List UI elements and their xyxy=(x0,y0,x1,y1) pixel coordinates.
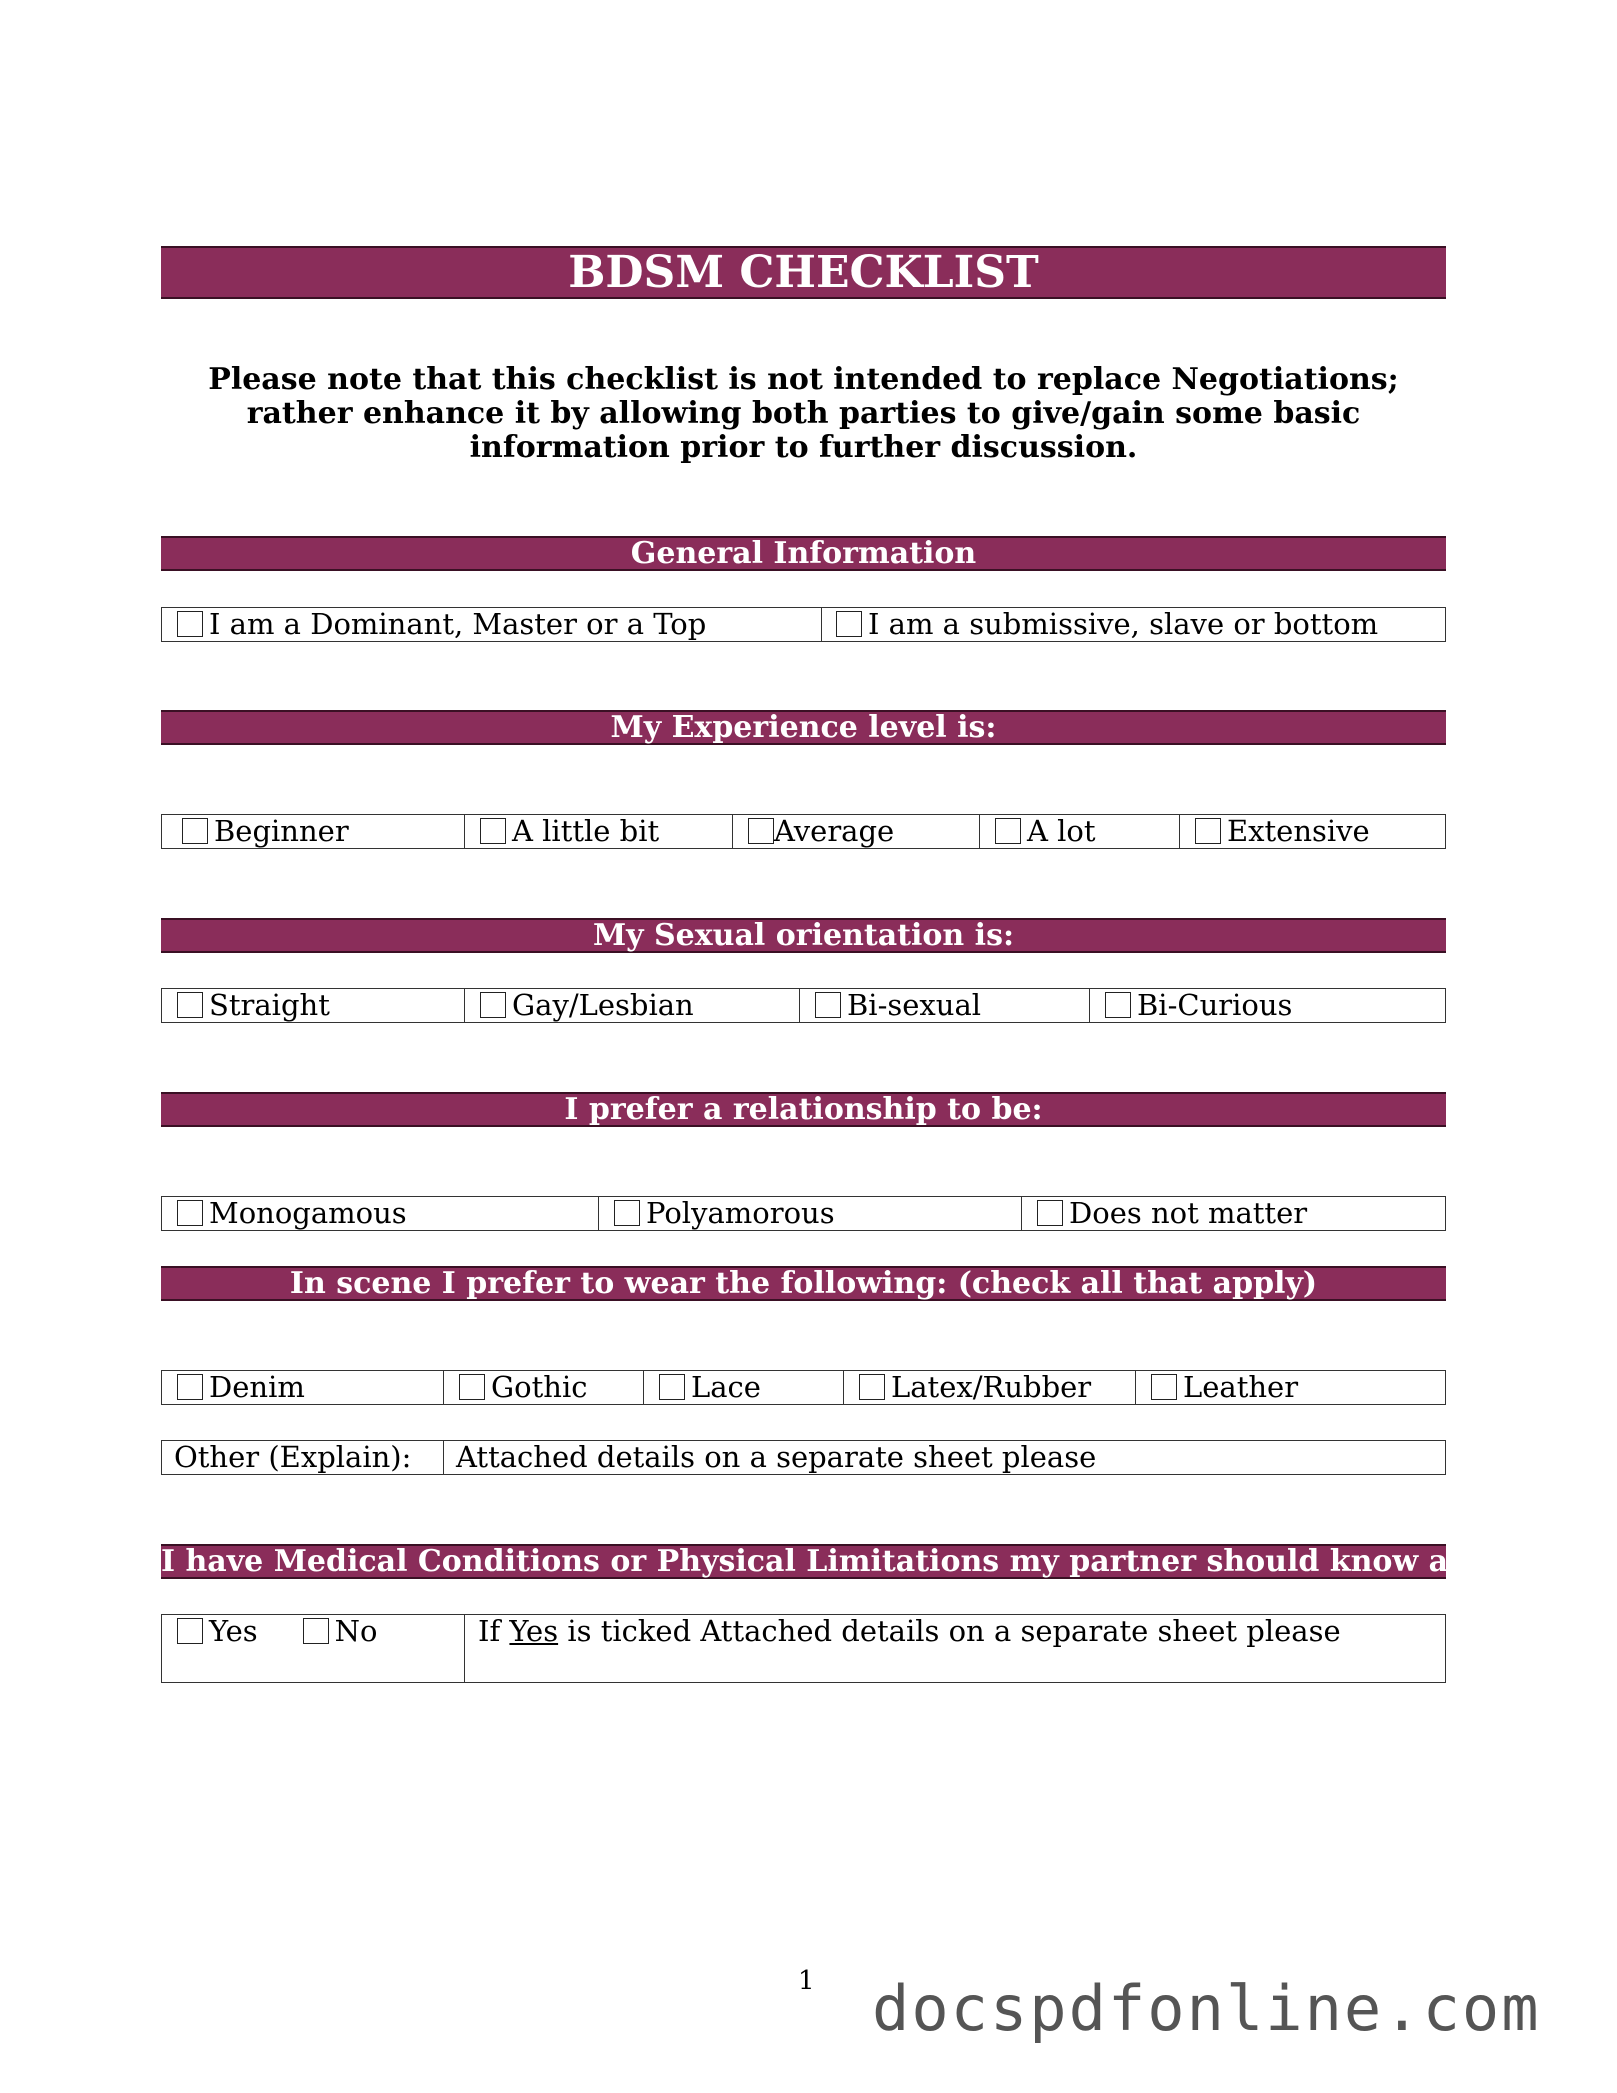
detail-yes: Yes xyxy=(509,1614,559,1648)
detail-suffix: is ticked Attached details on a separate sheet please xyxy=(567,1614,1341,1648)
other-label: Other (Explain): xyxy=(162,1441,444,1474)
option-label: A little bit xyxy=(512,814,660,848)
relationship-options-row xyxy=(161,1196,1446,1231)
option-label: Straight xyxy=(209,988,330,1022)
wear-options-row xyxy=(161,1370,1446,1405)
option-dominant[interactable] xyxy=(162,608,822,641)
other-explain-field[interactable]: Attached details on a separate sheet please xyxy=(456,1440,1097,1474)
option-bi-sexual[interactable] xyxy=(800,989,1090,1022)
checkbox[interactable] xyxy=(177,1200,203,1226)
option-does-not-matter[interactable] xyxy=(1022,1197,1445,1230)
section-heading-general: General Information xyxy=(161,536,1446,571)
page-title: BDSM CHECKLIST xyxy=(161,246,1446,299)
option-label: Monogamous xyxy=(209,1196,407,1230)
option-average[interactable] xyxy=(733,815,980,848)
checkbox[interactable] xyxy=(303,1618,329,1644)
option-label: Polyamorous xyxy=(646,1196,835,1230)
section-heading-relationship: I prefer a relationship to be: xyxy=(161,1092,1446,1127)
detail-prefix: If xyxy=(478,1614,501,1648)
checkbox[interactable] xyxy=(480,818,506,844)
checkbox[interactable] xyxy=(177,1618,203,1644)
experience-options-row xyxy=(161,814,1446,849)
intro-note: Please note that this checklist is not intended to replace Negotiations; rather enhance it by allowing both parties to give/gain some basic information prior to further discussion. xyxy=(208,362,1399,465)
checkbox[interactable] xyxy=(182,818,208,844)
checkbox[interactable] xyxy=(459,1374,485,1400)
option-label: Does not matter xyxy=(1069,1196,1308,1230)
option-leather[interactable] xyxy=(1136,1371,1445,1404)
wear-other-row xyxy=(161,1440,1446,1475)
option-label: A lot xyxy=(1027,814,1096,848)
option-label: Gay/Lesbian xyxy=(512,988,694,1022)
option-extensive[interactable] xyxy=(1180,815,1445,848)
option-latex-rubber[interactable] xyxy=(844,1371,1136,1404)
medical-row xyxy=(161,1614,1446,1683)
option-medical-yes[interactable] xyxy=(177,1615,258,1648)
option-label: I am a submissive, slave or bottom xyxy=(868,607,1379,641)
medical-details-field[interactable] xyxy=(465,1615,1445,1682)
option-denim[interactable] xyxy=(162,1371,444,1404)
option-label: Beginner xyxy=(214,814,349,848)
checkbox[interactable] xyxy=(614,1200,640,1226)
option-gay-lesbian[interactable] xyxy=(465,989,800,1022)
checkbox[interactable] xyxy=(177,1374,203,1400)
checkbox[interactable] xyxy=(995,818,1021,844)
page-number: 1 xyxy=(798,1966,815,1996)
option-beginner[interactable] xyxy=(162,815,465,848)
option-medical-no[interactable] xyxy=(303,1615,378,1648)
option-label: Yes xyxy=(209,1614,258,1648)
section-heading-wear: In scene I prefer to wear the following: (check all that apply) xyxy=(161,1266,1446,1301)
checkbox[interactable] xyxy=(480,992,506,1018)
option-label: Latex/Rubber xyxy=(891,1370,1092,1404)
option-label: Gothic xyxy=(491,1370,588,1404)
option-submissive[interactable] xyxy=(822,608,1445,641)
option-gothic[interactable] xyxy=(444,1371,644,1404)
option-polyamorous[interactable] xyxy=(599,1197,1022,1230)
checkbox[interactable] xyxy=(177,611,203,637)
general-options-row xyxy=(161,607,1446,642)
checkbox[interactable] xyxy=(1037,1200,1063,1226)
medical-yes-no-cell xyxy=(162,1615,465,1682)
checkbox[interactable] xyxy=(659,1374,685,1400)
watermark: docspdfonline.com xyxy=(872,1972,1541,2045)
checkbox[interactable] xyxy=(177,992,203,1018)
option-label: Lace xyxy=(691,1370,761,1404)
option-straight[interactable] xyxy=(162,989,465,1022)
option-label: Average xyxy=(774,814,895,848)
option-label: No xyxy=(334,1614,378,1648)
orientation-options-row xyxy=(161,988,1446,1023)
checkbox[interactable] xyxy=(748,818,774,844)
option-label: Extensive xyxy=(1227,814,1370,848)
option-label: Denim xyxy=(209,1370,305,1404)
checkbox[interactable] xyxy=(836,611,862,637)
option-lace[interactable] xyxy=(644,1371,844,1404)
option-bi-curious[interactable] xyxy=(1090,989,1445,1022)
option-label: Bi-sexual xyxy=(847,988,982,1022)
checkbox[interactable] xyxy=(1195,818,1221,844)
checkbox[interactable] xyxy=(1105,992,1131,1018)
option-monogamous[interactable] xyxy=(162,1197,599,1230)
option-a-little-bit[interactable] xyxy=(465,815,733,848)
checkbox[interactable] xyxy=(1151,1374,1177,1400)
checkbox[interactable] xyxy=(859,1374,885,1400)
section-heading-experience: My Experience level is: xyxy=(161,710,1446,745)
section-heading-medical: I have Medical Conditions or Physical Limitations my partner should know about xyxy=(161,1544,1525,1579)
option-label: Bi-Curious xyxy=(1137,988,1293,1022)
option-label: Leather xyxy=(1183,1370,1299,1404)
option-a-lot[interactable] xyxy=(980,815,1180,848)
section-heading-orientation: My Sexual orientation is: xyxy=(161,918,1446,953)
option-label: I am a Dominant, Master or a Top xyxy=(209,607,707,641)
checkbox[interactable] xyxy=(815,992,841,1018)
